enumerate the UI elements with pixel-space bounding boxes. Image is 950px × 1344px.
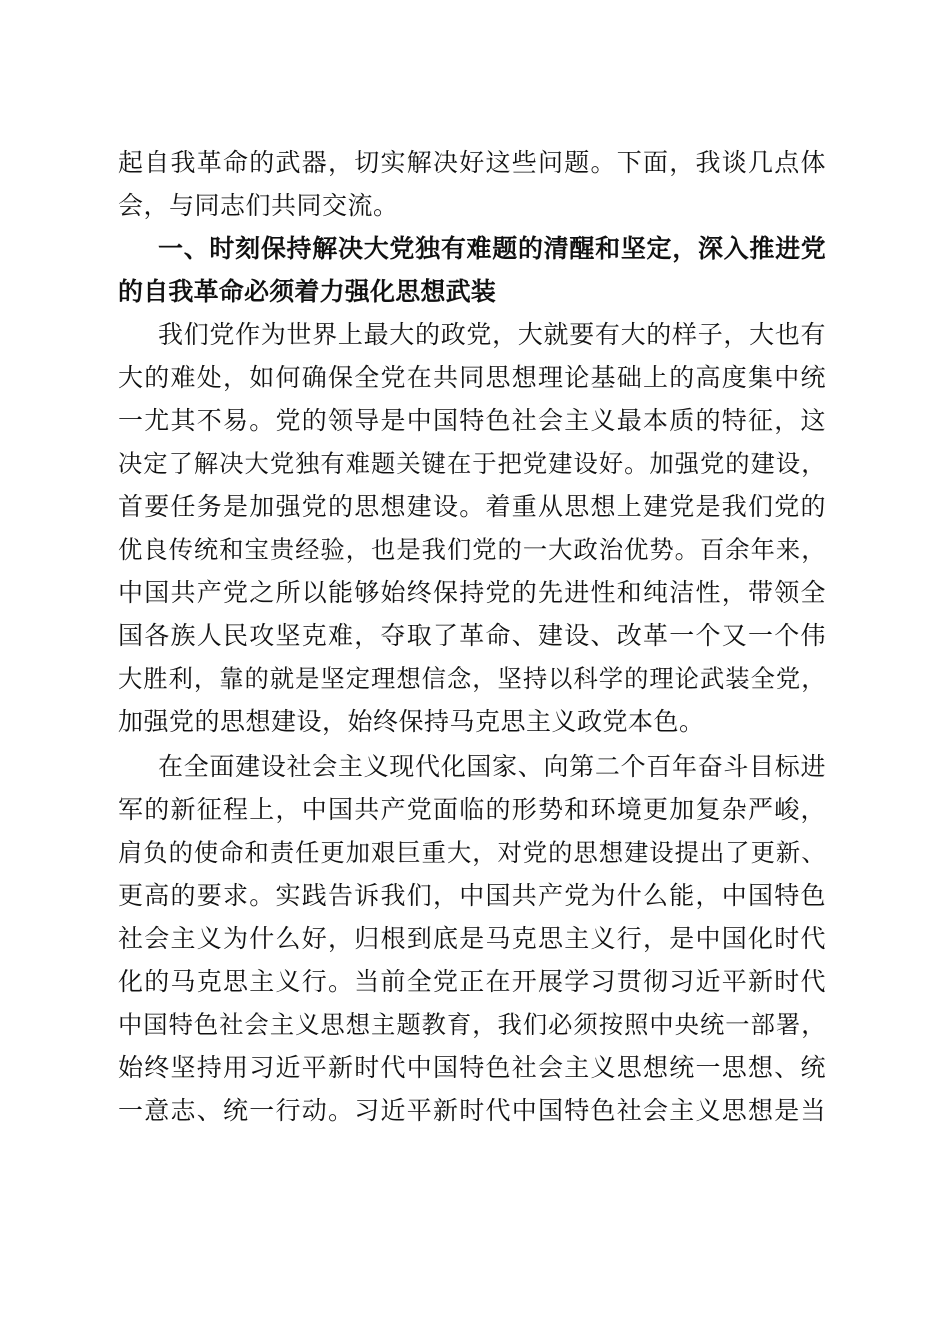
paragraph-body: [118, 745, 826, 1132]
document-body: [118, 141, 826, 1132]
text-line: 始终坚持用习近平新时代中国特色社会主义思想统一思想、统: [118, 1053, 826, 1082]
text-line: 中国共产党之所以能够始终保持党的先进性和纯洁性，带领全: [118, 578, 826, 607]
text-line: 肩负的使命和责任更加艰巨重大，对党的思想建设提出了更新、: [118, 838, 826, 867]
text-line: 优良传统和宝贵经验，也是我们党的一大政治优势。百余年来，: [118, 535, 826, 564]
text-line: 一意志、统一行动。习近平新时代中国特色社会主义思想是当: [118, 1096, 826, 1125]
text-line: 大胜利，靠的就是坚定理想信念，坚持以科学的理论武装全党，: [118, 664, 826, 693]
text-line: 起自我革命的武器，切实解决好这些问题。下面，我谈几点体: [118, 148, 826, 177]
text-line: 大的难处，如何确保全党在共同思想理论基础上的高度集中统: [118, 363, 826, 392]
heading-line: 一、时刻保持解决大党独有难题的清醒和坚定，深入推进党: [158, 234, 826, 263]
text-line: 一尤其不易。党的领导是中国特色社会主义最本质的特征，这: [118, 406, 826, 435]
text-line: 中国特色社会主义思想主题教育，我们必须按照中央统一部署，: [118, 1010, 826, 1039]
paragraph-continuation: [118, 141, 826, 227]
heading-line: 的自我革命必须着力强化思想武装: [118, 277, 497, 306]
text-line: 加强党的思想建设，始终保持马克思主义政党本色。: [118, 707, 705, 736]
text-line: 社会主义为什么好，归根到底是马克思主义行，是中国化时代: [118, 924, 826, 953]
text-line: 军的新征程上，中国共产党面临的形势和环境更加复杂严峻，: [118, 795, 826, 824]
paragraph-body: [118, 313, 826, 743]
text-line: 决定了解决大党独有难题关键在于把党建设好。加强党的建设，: [118, 449, 826, 478]
text-line: 在全面建设社会主义现代化国家、向第二个百年奋斗目标进: [158, 752, 826, 781]
text-line: 我们党作为世界上最大的政党，大就要有大的样子，大也有: [158, 320, 826, 349]
text-line: 首要任务是加强党的思想建设。着重从思想上建党是我们党的: [118, 492, 826, 521]
section-heading: [118, 227, 826, 313]
text-line: 化的马克思主义行。当前全党正在开展学习贯彻习近平新时代: [118, 967, 826, 996]
text-line: 更高的要求。实践告诉我们，中国共产党为什么能，中国特色: [118, 881, 826, 910]
text-line: 国各族人民攻坚克难，夺取了革命、建设、改革一个又一个伟: [118, 621, 826, 650]
text-line: 会，与同志们共同交流。: [118, 191, 399, 220]
